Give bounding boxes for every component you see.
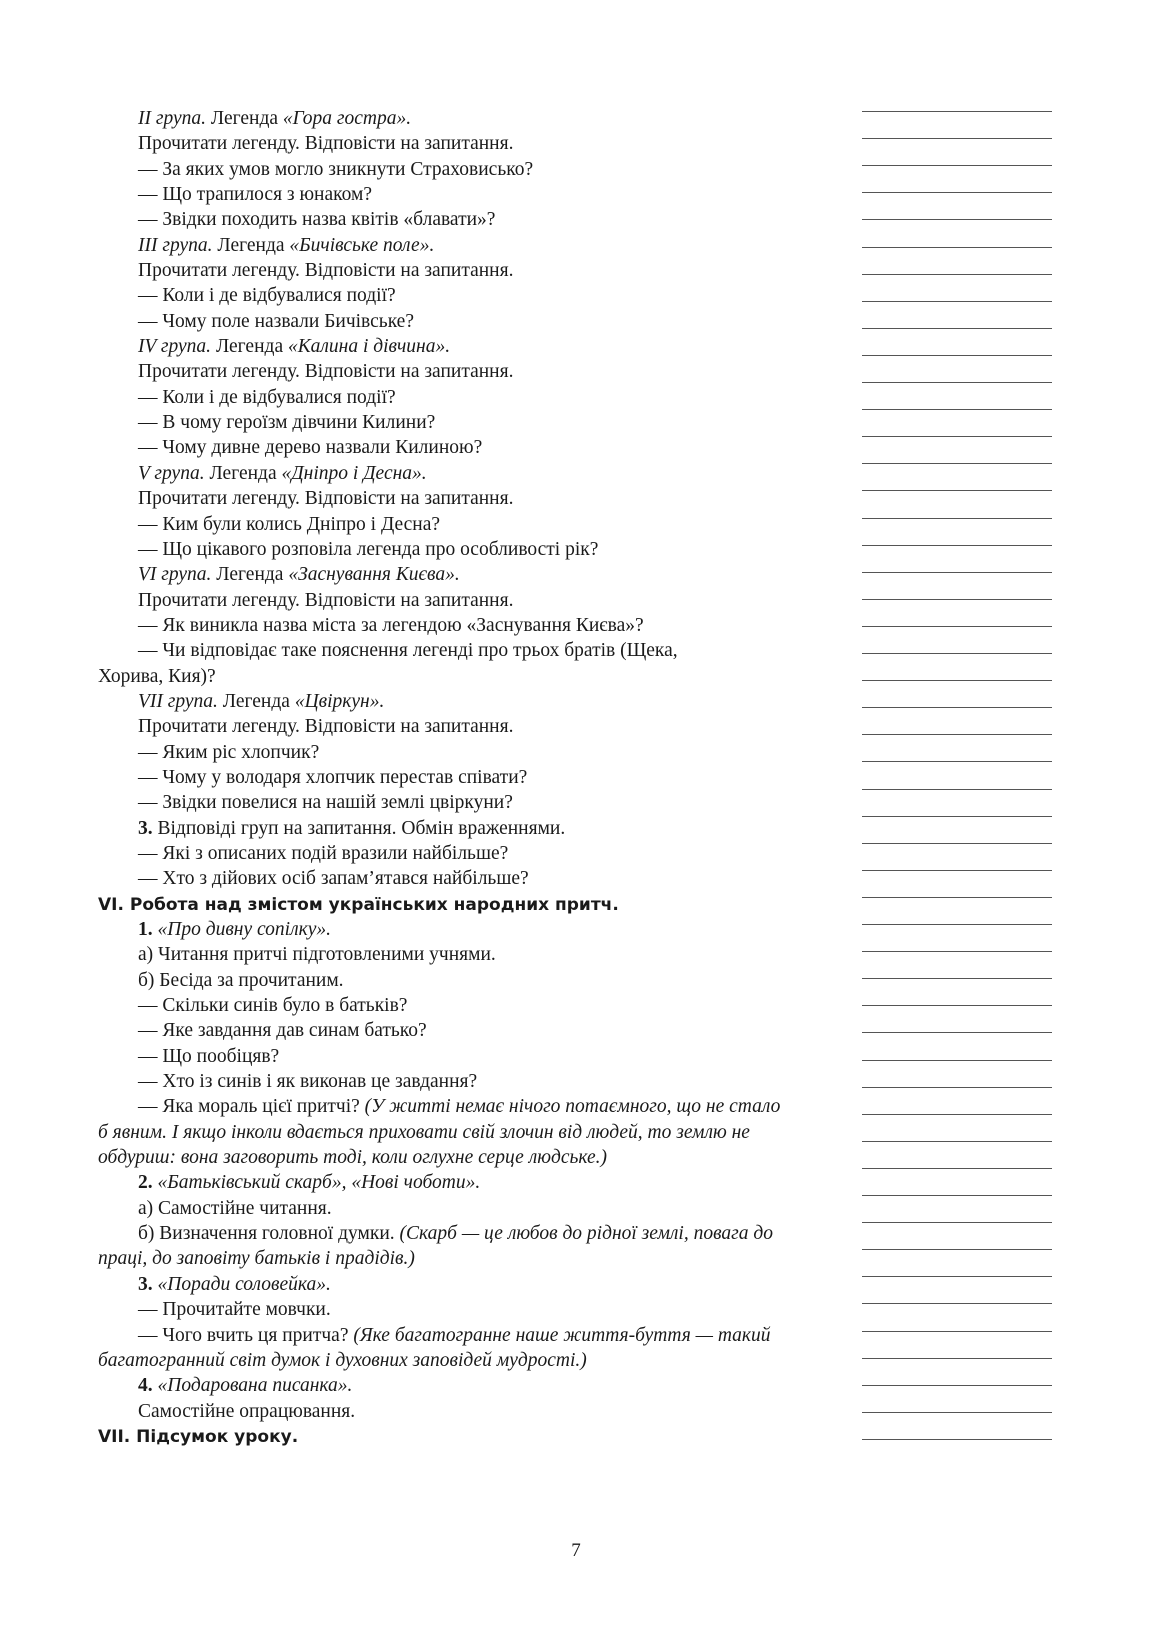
- note-line: [862, 680, 1052, 681]
- text-line: [98, 1069, 843, 1094]
- text-line: [98, 892, 843, 917]
- text-run: а) Читання притчі підготовленими учнями.: [138, 944, 496, 966]
- text-line: [98, 309, 843, 334]
- text-run: Прочитати легенду. Відповісти на запитання.: [138, 716, 514, 738]
- text-line: [98, 993, 843, 1018]
- note-line: [862, 653, 1052, 654]
- text-line: [98, 1424, 843, 1449]
- note-line: [862, 1222, 1052, 1223]
- note-line: [862, 1412, 1052, 1413]
- text-run: 1.: [138, 919, 153, 940]
- text-run: IV група.: [138, 336, 212, 358]
- text-run: (Скарб — це любов до рідної землі, повага до: [399, 1223, 774, 1245]
- text-run: Прочитати легенду. Відповісти на запитання.: [138, 133, 514, 155]
- text-line: [98, 1246, 843, 1271]
- text-run: — Що трапилося з юнаком?: [138, 184, 373, 206]
- text-run: Відповіді груп на запитання. Обмін враженнями.: [152, 817, 566, 839]
- note-line: [862, 789, 1052, 790]
- text-run: «Гора гостра».: [282, 108, 412, 129]
- text-run: «Бичівське поле».: [289, 234, 435, 256]
- text-line: [98, 562, 843, 587]
- note-line: [862, 247, 1052, 248]
- text-line: [98, 512, 843, 537]
- note-line: [862, 1005, 1052, 1006]
- text-run: а) Самостійне читання.: [138, 1197, 332, 1219]
- text-run: VI група.: [138, 564, 212, 586]
- text-run: III група.: [138, 234, 213, 256]
- note-line: [862, 138, 1052, 139]
- text-line: [98, 207, 843, 232]
- notes-margin: [862, 0, 1052, 1629]
- text-line: [98, 740, 843, 765]
- text-line: [98, 1018, 843, 1043]
- text-line: [98, 664, 843, 689]
- text-line: [98, 410, 843, 435]
- text-line: [98, 1348, 843, 1373]
- note-line: [862, 1087, 1052, 1088]
- note-line: [862, 761, 1052, 762]
- text-run: — Коли і де відбувалися події?: [138, 386, 396, 408]
- text-line: [98, 359, 843, 384]
- text-line: [98, 1272, 843, 1297]
- note-line: [862, 463, 1052, 464]
- text-run: Легенда: [212, 234, 290, 256]
- text-run: 3.: [138, 1273, 153, 1295]
- text-run: 3.: [138, 817, 153, 839]
- text-line: [98, 714, 843, 739]
- note-line: [862, 1385, 1052, 1386]
- text-line: [98, 1323, 843, 1348]
- text-line: [98, 638, 843, 663]
- note-line: [862, 165, 1052, 166]
- text-run: — Прочитайте мовчки.: [138, 1299, 331, 1321]
- text-run: Прочитати легенду. Відповісти на запитання.: [138, 589, 514, 611]
- text-run: — Хто із синів і як виконав це завдання?: [138, 1071, 478, 1093]
- text-run: — Ким були колись Дніпро і Десна?: [138, 513, 441, 535]
- text-line: [98, 790, 843, 815]
- text-line: [98, 1094, 843, 1119]
- text-line: [98, 1399, 843, 1424]
- note-line: [862, 978, 1052, 979]
- text-line: [98, 1373, 843, 1398]
- text-line: [98, 385, 843, 410]
- note-line: [862, 734, 1052, 735]
- note-line: [862, 1141, 1052, 1142]
- note-line: [862, 111, 1052, 112]
- text-line: [98, 106, 843, 131]
- note-line: [862, 1195, 1052, 1196]
- text-line: [98, 816, 843, 841]
- text-run: 2.: [138, 1172, 153, 1194]
- text-run: — Яка мораль цієї притчі?: [138, 1096, 365, 1118]
- text-line: [98, 461, 843, 486]
- text-line: [98, 157, 843, 182]
- note-line: [862, 1303, 1052, 1304]
- text-line: [98, 588, 843, 613]
- text-line: [98, 917, 843, 942]
- text-run: «Дніпро і Десна».: [281, 462, 427, 484]
- text-line: [98, 765, 843, 790]
- text-run: Легенда: [204, 462, 282, 484]
- text-run: — Яке завдання дав синам батько?: [138, 1020, 427, 1042]
- text-line: [98, 942, 843, 967]
- text-line: [98, 841, 843, 866]
- text-run: — Яким ріс хлопчик?: [138, 741, 320, 763]
- text-run: — Скільки синів було в батьків?: [138, 995, 408, 1017]
- note-line: [862, 1439, 1052, 1440]
- page-number: 7: [571, 1540, 581, 1561]
- text-run: — За яких умов могло зникнути Страховисько?: [138, 158, 534, 180]
- text-run: праці, до заповіту батьків і прадідів.): [98, 1248, 415, 1270]
- note-line: [862, 870, 1052, 871]
- text-run: — Звідки походить назва квітів «блавати»?: [138, 209, 496, 231]
- text-line: [98, 1221, 843, 1246]
- text-line: [98, 968, 843, 993]
- text-run: II група.: [138, 108, 206, 129]
- text-line: [98, 1120, 843, 1145]
- note-line: [862, 274, 1052, 275]
- text-line: [98, 689, 843, 714]
- text-run: Хорива, Кия)?: [98, 665, 216, 687]
- text-run: «Поради соловейка».: [157, 1273, 331, 1295]
- text-run: обдуриш: вона заговорить тоді, коли оглухне серце людське.): [98, 1147, 608, 1169]
- text-run: — Як виникла назва міста за легендою «Заснування Києва»?: [138, 614, 644, 636]
- text-line: [98, 435, 843, 460]
- note-line: [862, 1249, 1052, 1250]
- text-run: — Чого вчить ця притча?: [138, 1324, 354, 1346]
- text-line: [98, 233, 843, 258]
- note-line: [862, 1358, 1052, 1359]
- note-line: [862, 436, 1052, 437]
- text-run: «Подарована писанка».: [157, 1375, 353, 1397]
- note-line: [862, 1168, 1052, 1169]
- note-line: [862, 1114, 1052, 1115]
- note-line: [862, 572, 1052, 573]
- text-run: (У житті немає нічого потаємного, що не стало: [364, 1096, 781, 1118]
- text-run: Легенда: [211, 336, 288, 358]
- text-run: — Звідки повелися на нашій землі цвіркуни?: [138, 792, 513, 814]
- section-heading: VII. Підсумок уроку.: [98, 1426, 299, 1447]
- note-line: [862, 816, 1052, 817]
- text-run: Легенда: [217, 690, 295, 712]
- text-line: [98, 1170, 843, 1195]
- text-line: [98, 486, 843, 511]
- note-line: [862, 1276, 1052, 1277]
- text-run: Самостійне опрацювання.: [138, 1400, 356, 1422]
- text-run: VII група.: [138, 690, 218, 712]
- text-line: [98, 537, 843, 562]
- text-run: б явним. І якщо інколи вдається приховати свій злочин від людей, то землю не: [98, 1121, 750, 1143]
- note-line: [862, 924, 1052, 925]
- text-run: (Яке багатогранне наше життя-буття — такий: [353, 1324, 771, 1346]
- text-run: — Чому у володаря хлопчик перестав співати?: [138, 766, 528, 788]
- text-run: — Чи відповідає таке пояснення легенді про трьох братів (Щека,: [138, 640, 678, 662]
- text-line: [98, 613, 843, 638]
- text-run: — Що цікавого розповіла легенда про особливості рік?: [138, 538, 599, 560]
- note-line: [862, 328, 1052, 329]
- note-line: [862, 1060, 1052, 1061]
- text-run: «Цвіркун».: [294, 690, 385, 712]
- text-run: — Що пообіцяв?: [138, 1045, 280, 1067]
- text-run: «Заснування Києва».: [288, 564, 460, 586]
- text-line: [98, 1044, 843, 1069]
- text-run: багатогранний світ думок і духовних заповідей мудрості.): [98, 1349, 587, 1371]
- text-run: Прочитати легенду. Відповісти на запитання.: [138, 488, 514, 510]
- text-run: Прочитати легенду. Відповісти на запитання.: [138, 361, 514, 383]
- text-run: — В чому героїзм дівчини Килини?: [138, 412, 436, 434]
- note-line: [862, 355, 1052, 356]
- note-line: [862, 897, 1052, 898]
- note-line: [862, 599, 1052, 600]
- text-line: [98, 1196, 843, 1221]
- note-line: [862, 626, 1052, 627]
- note-line: [862, 382, 1052, 383]
- text-line: [98, 182, 843, 207]
- text-line: [98, 1145, 843, 1170]
- note-line: [862, 192, 1052, 193]
- text-run: Легенда: [211, 564, 289, 586]
- text-line: [98, 334, 843, 359]
- text-run: Прочитати легенду. Відповісти на запитання.: [138, 260, 514, 282]
- text-run: «Батьківський скарб», «Нові чоботи».: [157, 1172, 481, 1194]
- note-line: [862, 219, 1052, 220]
- text-run: — Чому дивне дерево назвали Килиною?: [138, 437, 483, 459]
- text-run: 4.: [138, 1375, 153, 1397]
- text-run: «Калина і дівчина».: [287, 336, 451, 358]
- text-run: «Про дивну сопілку».: [157, 919, 331, 940]
- lesson-text: [98, 106, 843, 1449]
- note-line: [862, 1331, 1052, 1332]
- note-line: [862, 490, 1052, 491]
- text-run: — Коли і де відбувалися події?: [138, 285, 396, 307]
- text-run: Легенда: [206, 108, 283, 129]
- text-line: [98, 283, 843, 308]
- text-run: — Чому поле назвали Бичівське?: [138, 310, 414, 332]
- text-run: — Які з описаних подій вразили найбільше?: [138, 842, 509, 864]
- note-line: [862, 1032, 1052, 1033]
- note-line: [862, 301, 1052, 302]
- text-run: б) Визначення головної думки.: [138, 1223, 400, 1245]
- text-line: [98, 131, 843, 156]
- note-line: [862, 409, 1052, 410]
- note-line: [862, 518, 1052, 519]
- text-line: [98, 258, 843, 283]
- text-run: V група.: [138, 462, 205, 484]
- text-line: [98, 866, 843, 891]
- text-run: — Хто з дійових осіб запам’ятався найбільше?: [138, 868, 529, 890]
- note-line: [862, 843, 1052, 844]
- text-line: [98, 1297, 843, 1322]
- note-line: [862, 707, 1052, 708]
- note-line: [862, 545, 1052, 546]
- section-heading: VI. Робота над змістом українських народних притч.: [98, 894, 619, 915]
- text-run: б) Бесіда за прочитаним.: [138, 969, 344, 991]
- note-line: [862, 951, 1052, 952]
